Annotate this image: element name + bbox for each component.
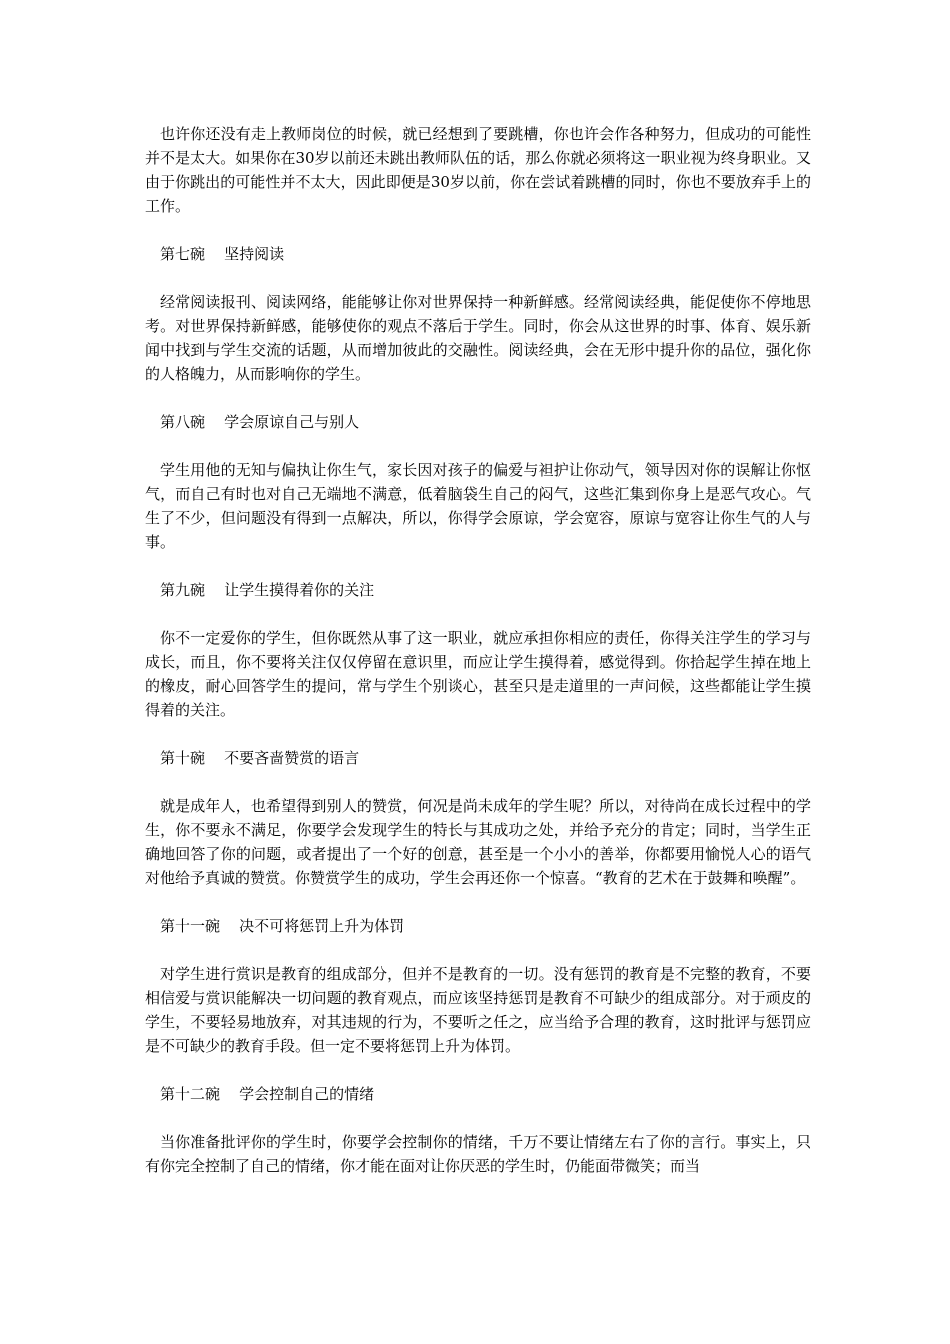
paragraph: 当你准备批评你的学生时，你要学会控制你的情绪，千万不要让情绪左右了你的言行。事实上，只有你完全控制了自己的情绪，你才能在面对让你厌恶的学生时，仍能面带微笑；而当 xyxy=(145,1133,811,1175)
section-heading: 第八碗 学会原谅自己与别人 xyxy=(160,413,360,431)
section-heading: 第十一碗 决不可将惩罚上升为体罚 xyxy=(160,917,405,935)
paragraph: 也许你还没有走上教师岗位的时候，就已经想到了要跳槽，你也许会作各种努力，但成功的可能性并不是太大。如果你在30岁以前还未跳出教师队伍的话，那么你就必须将这一职业视为终身职业。又由于你跳出的可能性并不太大，因此即便是30岁以前，你在尝试着跳槽的同时，你也不要放弃手上的工作。 xyxy=(145,125,811,215)
document-page xyxy=(145,122,811,1202)
paragraph: 经常阅读报刊、阅读网络，能能够让你对世界保持一种新鲜感。经常阅读经典，能促使你不停地思考。对世界保持新鲜感，能够使你的观点不落后于学生。同时，你会从这世界的时事、体育、娱乐新闻中找到与学生交流的话题，从而增加彼此的交融性。阅读经典，会在无形中提升你的品位，强化你的人格魄力，从而影响你的学生。 xyxy=(145,293,811,383)
section-heading: 第十碗 不要吝啬赞赏的语言 xyxy=(160,749,360,767)
paragraph: 对学生进行赏识是教育的组成部分，但并不是教育的一切。没有惩罚的教育是不完整的教育，不要相信爱与赏识能解决一切问题的教育观点，而应该坚持惩罚是教育不可缺少的组成部分。对于顽皮的学生，不要轻易地放弃，对其违规的行为，不要听之任之，应当给予合理的教育，这时批评与惩罚应是不可缺少的教育手段。但一定不要将惩罚上升为体罚。 xyxy=(145,965,811,1055)
paragraph: 就是成年人，也希望得到别人的赞赏，何况是尚未成年的学生呢？所以，对待尚在成长过程中的学生，你不要永不满足，你要学会发现学生的特长与其成功之处，并给予充分的肯定；同时，当学生正确地回答了你的问题，或者提出了一个好的创意，甚至是一个小小的善举，你都要用愉悦人心的语气对他给予真诚的赞赏。你赞赏学生的成功，学生会再还你一个惊喜。“教育的艺术在于鼓舞和唤醒”。 xyxy=(145,797,811,887)
paragraph: 学生用他的无知与偏执让你生气，家长因对孩子的偏爱与袒护让你动气，领导因对你的误解让你怄气，而自己有时也对自己无端地不满意，低着脑袋生自己的闷气，这些汇集到你身上是恶气攻心。气生了不少，但问题没有得到一点解决，所以，你得学会原谅，学会宽容，原谅与宽容让你生气的人与事。 xyxy=(145,461,811,551)
section-heading: 第九碗 让学生摸得着你的关注 xyxy=(160,581,375,599)
section-heading: 第七碗 坚持阅读 xyxy=(160,245,285,263)
section-heading: 第十二碗 学会控制自己的情绪 xyxy=(160,1085,375,1103)
paragraph: 你不一定爱你的学生，但你既然从事了这一职业，就应承担你相应的责任，你得关注学生的学习与成长，而且，你不要将关注仅仅停留在意识里，而应让学生摸得着，感觉得到。你拾起学生掉在地上的橡皮，耐心回答学生的提问，常与学生个别谈心，甚至只是走道里的一声问候，这些都能让学生摸得着的关注。 xyxy=(145,629,811,719)
